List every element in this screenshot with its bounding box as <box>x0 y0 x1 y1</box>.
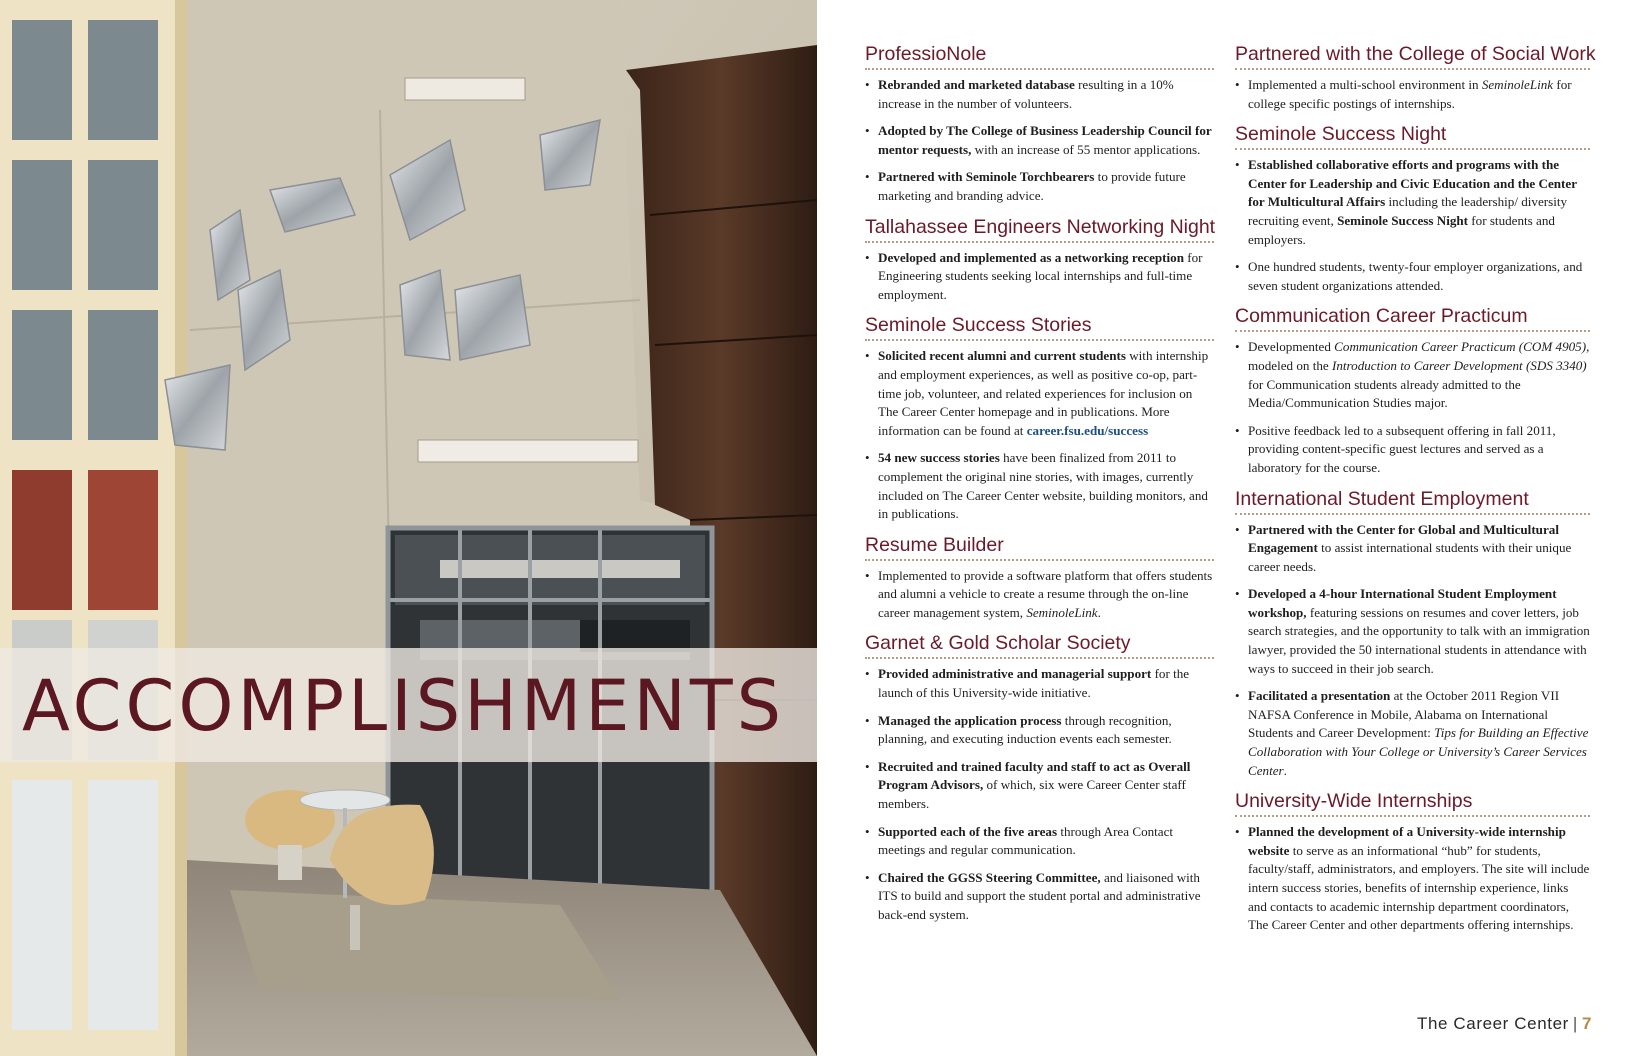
section-title: Communication Career Practicum <box>1235 304 1590 332</box>
item-text: for Engineering students seeking local internships and full-time employment. <box>878 249 1203 302</box>
item-text: featuring sessions on resumes and cover letters, job search strategies, and the opportunity to talk with an immigration lawyer, provided the 50 international students in attendance with ways to succeed in their job search. <box>1248 604 1590 676</box>
italic-phrase: SeminoleLink <box>1026 604 1098 620</box>
bullet-list <box>865 665 1214 924</box>
bullet-list <box>1235 823 1590 935</box>
bold-phrase: Seminole Success Night <box>1337 212 1469 228</box>
list-item <box>865 823 1214 860</box>
list-item <box>1235 585 1590 678</box>
page-title: ACCOMPLISHMENTS <box>22 665 786 747</box>
section-title: Seminole Success Stories <box>865 313 1214 341</box>
bold-phrase: Chaired the GGSS Steering Committee, <box>878 869 1101 885</box>
item-text: for students and employers. <box>1248 212 1555 247</box>
bullet-list <box>1235 338 1590 477</box>
item-text: have been finalized from 2011 to complement the original nine stories, with images, currently included on The Career Center website, building monitors, and in publications. <box>878 450 1208 522</box>
section-university-wide-internships <box>1235 789 1590 935</box>
section-title: International Student Employment <box>1235 487 1590 515</box>
section-resume-builder <box>865 533 1214 623</box>
list-item <box>865 758 1214 814</box>
bullet-list <box>1235 76 1590 113</box>
item-text: at the October 2011 Region VII NAFSA Conference in Mobile, Alabama on International Students and Career Development: <box>1248 688 1560 741</box>
list-item <box>865 449 1214 523</box>
text-column-right <box>1235 42 1596 944</box>
item-text: through Area Contact meetings and regular communication. <box>878 823 1174 858</box>
item-text: to serve as an informational “hub” for students, faculty/staff, administrators, and employers. The site will include intern success stories, benefits of internship experience, links and contacts to academic internship department coordinators, The Career Center and other departments offering internships. <box>1248 842 1590 933</box>
section-title: Garnet & Gold Scholar Society <box>865 631 1214 659</box>
italic-phrase: Communication Career Practicum (COM 4905) <box>1334 339 1587 355</box>
bold-phrase: Recruited and trained faculty and staff to act as Overall Program Advisors, <box>878 758 1191 793</box>
item-text: with an increase of 55 mentor applications. <box>971 141 1201 157</box>
item-text: . <box>1283 762 1287 778</box>
italic-phrase: SeminoleLink <box>1481 77 1554 92</box>
footer-separator: | <box>1572 1014 1578 1033</box>
bold-phrase: Rebranded and marketed database <box>878 77 1075 92</box>
section-tallahassee-engineers-networking-night <box>865 215 1214 305</box>
italic-phrase: Introduction to Career Development (SDS 3340) <box>1332 357 1587 373</box>
bold-phrase: Provided administrative and managerial support <box>878 666 1152 682</box>
list-item <box>1235 422 1590 478</box>
list-item <box>865 665 1214 702</box>
section-garnet-gold-scholar-society <box>865 631 1214 924</box>
bold-phrase: Established collaborative efforts and programs with the Center for Leadership and Civic Education and the Center for Multicultural Affairs <box>1248 157 1577 210</box>
text-column-left <box>865 42 1214 934</box>
list-item <box>1235 76 1590 113</box>
bold-phrase: Managed the application process <box>878 712 1062 728</box>
section-seminole-success-stories <box>865 313 1214 523</box>
item-text: including the leadership/ diversity recruiting event, <box>1248 194 1568 228</box>
bold-phrase: Planned the development of a University-wide internship website <box>1248 824 1566 858</box>
bold-phrase: Adopted by The College of Business Leadership Council for mentor requests, <box>878 123 1212 157</box>
bullet-list <box>865 567 1214 623</box>
item-text: , modeled on the <box>1248 339 1590 373</box>
bold-phrase: Developed a 4-hour International Student Employment workshop, <box>1248 586 1557 620</box>
list-item <box>865 567 1214 623</box>
bold-phrase: Solicited recent alumni and current students <box>878 348 1126 364</box>
item-text: . <box>1097 604 1101 620</box>
bullet-list <box>1235 156 1590 295</box>
item-text: Positive feedback led to a subsequent offering in fall 2011, providing content-specific guest lectures and served as a laboratory for the course. <box>1248 422 1556 475</box>
item-text: One hundred students, twenty-four employer organizations, and seven student organizations attended. <box>1248 259 1583 293</box>
list-item <box>865 869 1214 925</box>
bold-phrase: Supported each of the five areas <box>878 823 1058 839</box>
bullet-list <box>1235 521 1590 781</box>
item-text: Developmented <box>1248 339 1335 355</box>
bold-phrase: Partnered with the Center for Global and Multicultural Engagement <box>1248 521 1559 556</box>
footer-label: The Career Center <box>1416 1014 1569 1033</box>
item-text: resulting in a 10% increase in the number of volunteers. <box>878 77 1174 111</box>
item-text: for the launch of this University-wide initiative. <box>878 666 1190 701</box>
list-item <box>865 122 1214 159</box>
list-item <box>1235 687 1590 780</box>
section-title: ProfessioNole <box>865 42 1214 70</box>
item-text: for college specific postings of internships. <box>1248 77 1572 111</box>
bold-phrase: Developed and implemented as a networking reception <box>878 249 1184 265</box>
list-item <box>1235 521 1590 577</box>
list-item <box>1235 258 1590 295</box>
list-item <box>865 712 1214 749</box>
bullet-list <box>865 249 1214 305</box>
section-title: Partnered with the College of Social Work <box>1235 42 1590 70</box>
link-text: career.fsu.edu/success <box>1026 422 1149 438</box>
list-item <box>865 249 1214 305</box>
section-communication-career-practicum <box>1235 304 1590 477</box>
bullet-list <box>865 76 1214 206</box>
section-title: Tallahassee Engineers Networking Night <box>865 215 1214 243</box>
item-text: Implemented a multi-school environment in <box>1248 77 1482 92</box>
list-item <box>865 168 1214 205</box>
item-text: with internship and employment experiences, as well as positive co-op, part-time job, volunteer, and related experiences for inclusion on The Career Center homepage and in publications. More information can be found at <box>878 348 1209 438</box>
page-footer <box>1417 1014 1592 1034</box>
item-text: to assist international students with their unique career needs. <box>1248 540 1572 574</box>
section-international-student-employment <box>1235 487 1590 781</box>
bold-phrase: Partnered with Seminole Torchbearers <box>878 169 1095 185</box>
list-item <box>1235 338 1590 412</box>
bold-phrase: Facilitated a presentation <box>1248 688 1391 704</box>
item-text: and liaisoned with ITS to build and support the student portal and administrative back-end system. <box>878 869 1201 922</box>
item-text: Implemented to provide a software platform that offers students and alumni a vehicle to create a resume through the on-line career management system, <box>878 567 1213 620</box>
item-text: for Communication students already admitted to the Media/Communication Studies major. <box>1248 376 1521 411</box>
section-partnered-with-the-college-of-social-work <box>1235 42 1596 113</box>
list-item <box>1235 156 1590 249</box>
page-number: 7 <box>1581 1014 1592 1033</box>
section-title: University-Wide Internships <box>1235 789 1590 817</box>
bullet-list <box>865 347 1214 523</box>
section-seminole-success-night <box>1235 122 1590 295</box>
section-professionole <box>865 42 1214 206</box>
italic-phrase: Tips for Building an Effective Collaboration with Your College or University’s Career Services Center <box>1248 725 1589 778</box>
item-text: to provide future marketing and branding advice. <box>878 169 1186 203</box>
list-item <box>1235 823 1590 935</box>
item-text: through recognition, planning, and executing induction events each semester. <box>878 712 1172 747</box>
list-item <box>865 76 1214 113</box>
section-title: Resume Builder <box>865 533 1214 561</box>
section-title: Seminole Success Night <box>1235 122 1590 150</box>
list-item <box>865 347 1214 440</box>
item-text: of which, six were Career Center staff members. <box>878 777 1186 812</box>
bold-phrase: 54 new success stories <box>878 450 1000 466</box>
